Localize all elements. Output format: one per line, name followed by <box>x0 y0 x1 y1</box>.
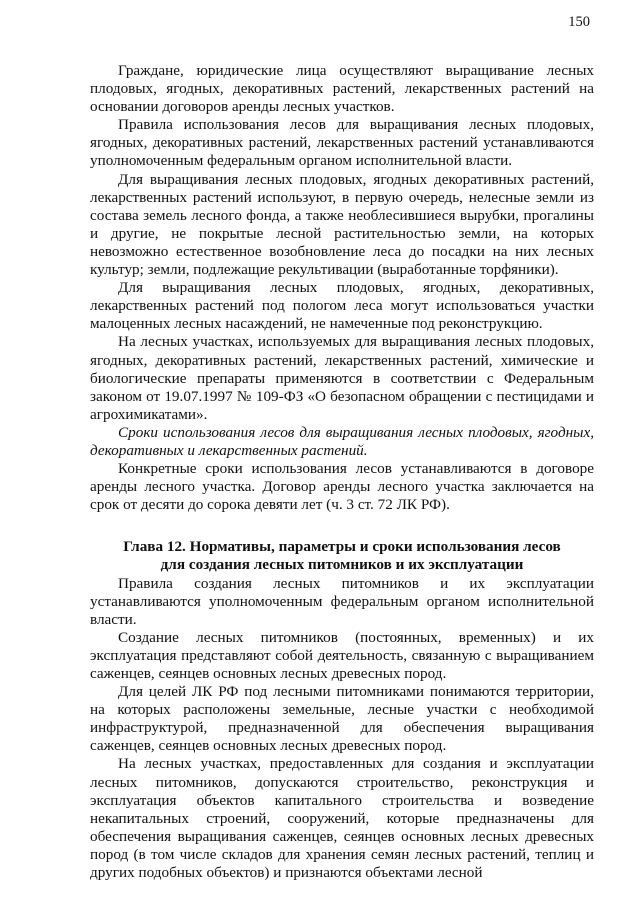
paragraph-non-forest-lands: Для выращивания лесных плодовых, ягодных декоративных растений, лекарственных растений используют, в первую очередь, нелесные земли из состава земель лесного фонда, а также необлесившиеся вырубки, прогалины и другие, не покрытые лесной растительностью земли, на которых невозможно естественное возобновление леса до посадки на них лесных культур; земли, подлежащие рекультивации (выработанные торфяники). <box>90 170 594 279</box>
paragraph-nursery-definition: Для целей ЛК РФ под лесными питомниками понимаются территории, на которых расположены земельные, лесные участки с необходимой инфраструктурой, предназначенной для обеспечения выращивания саженцев, сеянцев основных лесных древесных пород. <box>90 683 594 755</box>
paragraph-nursery-creation: Создание лесных питомников (постоянных, временных) и их эксплуатация представляют собой деятельность, связанную с выращиванием саженцев, сеянцев основных лесных древесных пород. <box>90 628 594 682</box>
paragraph-chemical-preparations: На лесных участках, используемых для выращивания лесных плодовых, ягодных, декоративных растений, лекарственных растений, химические и биологические препараты применяются в соответствии с Федеральным законом от 19.07.1997 № 109-ФЗ «О безопасном обращении с пестицидами и агрохимикатами». <box>90 333 594 423</box>
italic-subheading-terms: Сроки использования лесов для выращивания лесных плодовых, ягодных, декоративных и лекарственных растений. <box>90 423 594 459</box>
paragraph-forest-use-rules: Правила использования лесов для выращивания лесных плодовых, ягодных, декоративных растений, лекарственных растений устанавливаются уполномоченным федеральным органом исполнительной власти. <box>90 116 594 170</box>
chapter-title-line-1: Глава 12. Нормативы, параметры и сроки использования лесов <box>123 538 561 556</box>
document-body <box>90 62 594 882</box>
page-number: 150 <box>568 14 590 30</box>
paragraph-under-canopy: Для выращивания лесных плодовых, ягодных, декоративных, лекарственных растений под пологом леса могут использоваться участки малоценных лесных насаждений, не намеченные под реконструкцию. <box>90 279 594 333</box>
paragraph-nursery-rules: Правила создания лесных питомников и их эксплуатации устанавливаются уполномоченным федеральным органом исполнительной власти. <box>90 574 594 628</box>
paragraph-citizens-cultivation: Граждане, юридические лица осуществляют выращивание лесных плодовых, ягодных, декоративных растений, лекарственных растений на основании договоров аренды лесных участков. <box>90 62 594 116</box>
chapter-heading <box>90 538 594 574</box>
paragraph-nursery-construction: На лесных участках, предоставленных для создания и эксплуатации лесных питомников, допускаются строительство, реконструкция и эксплуатация объектов капитального строительства и возведение некапитальных строений, сооружений, которые предназначены для обеспечения выращивания саженцев, сеянцев основных лесных древесных пород (в том числе складов для хранения семян лесных растений, теплиц и других подобных объектов) и признаются объектами лесной <box>90 755 594 882</box>
paragraph-lease-terms: Конкретные сроки использования лесов устанавливаются в договоре аренды лесного участка. Договор аренды лесного участка заключается на срок от десяти до сорока девяти лет (ч. 3 ст. 72 ЛК РФ). <box>90 460 594 514</box>
chapter-title-line-2: для создания лесных питомников и их эксплуатации <box>160 556 524 574</box>
